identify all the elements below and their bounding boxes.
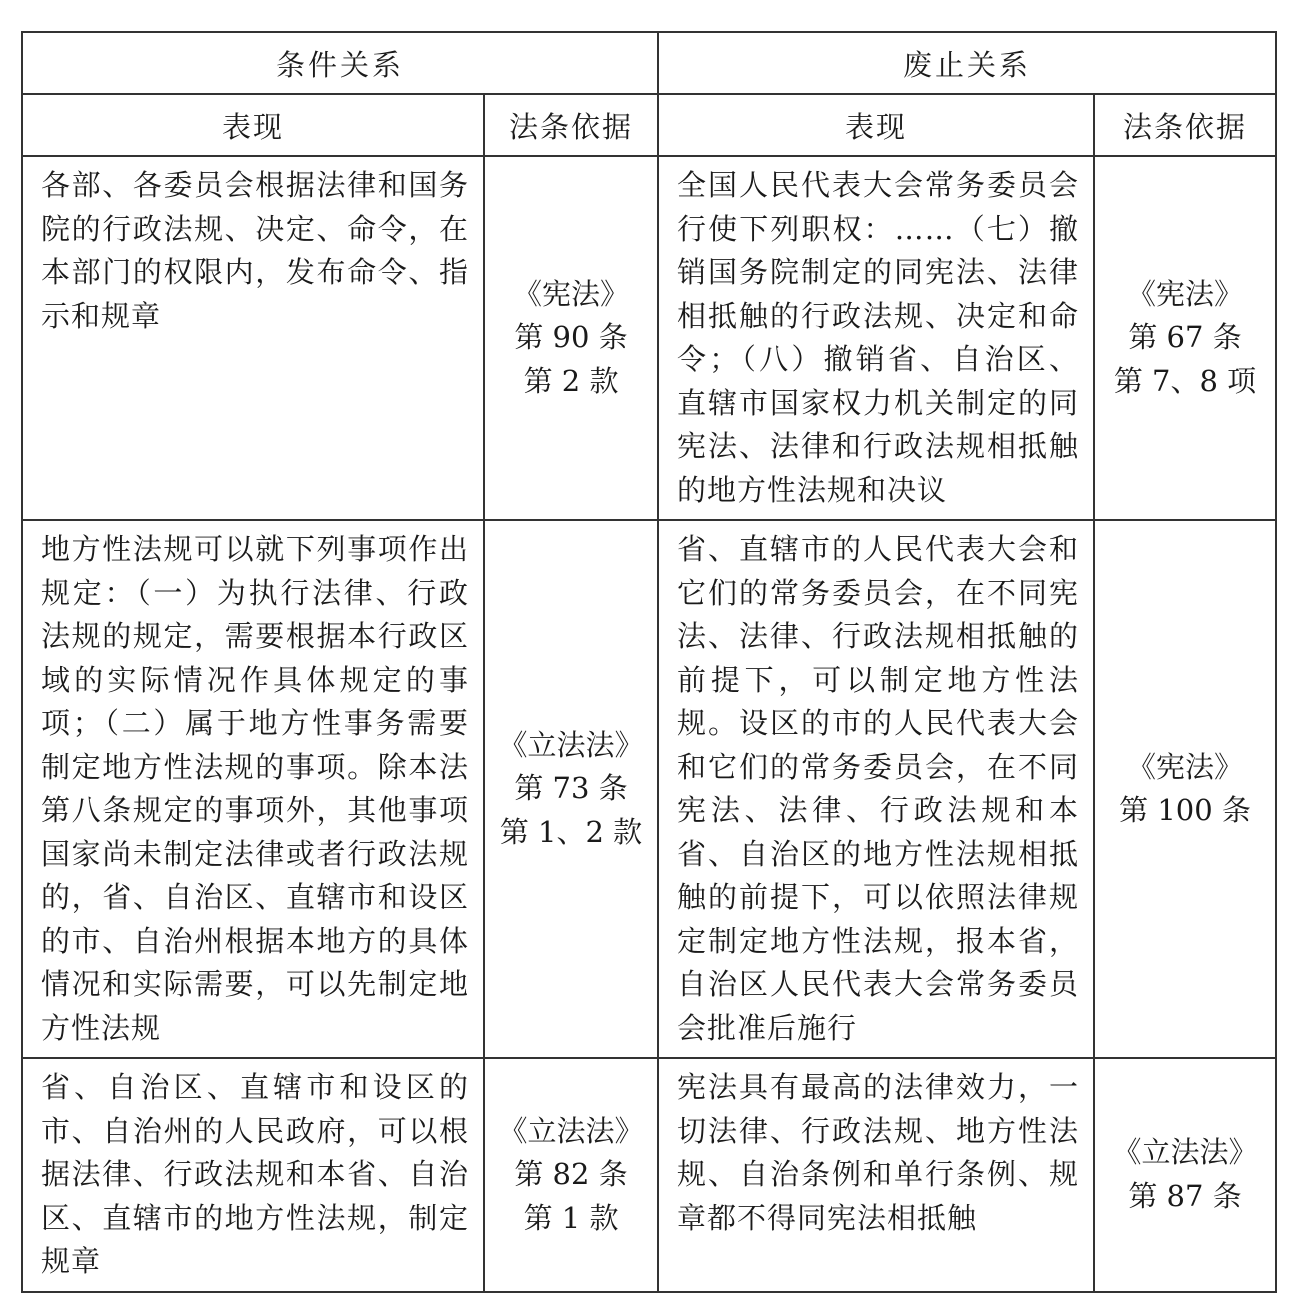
citation-article: 第 87 条 [1128, 1178, 1242, 1213]
citation-law: 《宪法》 [1127, 276, 1244, 311]
abolition-basis-cell [1094, 520, 1276, 1058]
abolition-basis-cell [1094, 1058, 1276, 1292]
table-row [22, 1058, 1276, 1292]
citation-article: 第 67 条 [1128, 320, 1242, 355]
abolition-expression-cell: 全国人民代表大会常务委员会行使下列职权：……（七）撤销国务院制定的同宪法、法律相抵触的行政法规、决定和命令；（八）撤销省、自治区、直辖市国家权力机关制定的同宪法、法律和行政法规相抵触的地方性法规和决议 [658, 156, 1094, 520]
citation-clause: 第 7、8 项 [1113, 363, 1257, 398]
citation-clause: 第 1 款 [523, 1200, 619, 1235]
abolition-basis-header: 法条依据 [1094, 94, 1276, 156]
abolition-expression-cell: 省、直辖市的人民代表大会和它们的常务委员会，在不同宪法、法律、行政法规相抵触的前提下，可以制定地方性法规。设区的市的人民代表大会和它们的常务委员会，在不同宪法、法律、行政法规和本省、自治区的地方性法规相抵触的前提下，可以依照法律规定制定地方性法规，报本省，自治区人民代表大会常务委员会批准后施行 [658, 520, 1094, 1058]
citation-law: 《宪法》 [513, 276, 630, 311]
condition-group-header: 条件关系 [22, 32, 658, 94]
abolition-group-header: 废止关系 [658, 32, 1276, 94]
citation-clause: 第 1、2 款 [499, 814, 643, 849]
column-header-row [22, 94, 1276, 156]
condition-basis-header: 法条依据 [484, 94, 658, 156]
abolition-basis-cell [1094, 156, 1276, 520]
citation-clause: 第 2 款 [523, 363, 619, 398]
law-relations-table [21, 31, 1277, 1293]
abolition-expression-header: 表现 [658, 94, 1094, 156]
condition-expression-cell: 地方性法规可以就下列事项作出规定：（一）为执行法律、行政法规的规定，需要根据本行政区域的实际情况作具体规定的事项；（二）属于地方性事务需要制定地方性法规的事项。除本法第八条规定的事项外，其他事项国家尚未制定法律或者行政法规的，省、自治区、直辖市和设区的市、自治州根据本地方的具体情况和实际需要，可以先制定地方性法规 [22, 520, 484, 1058]
citation-law: 《立法法》 [498, 727, 644, 762]
table-row [22, 156, 1276, 520]
abolition-expression-cell: 宪法具有最高的法律效力，一切法律、行政法规、地方性法规、自治条例和单行条例、规章都不得同宪法相抵触 [658, 1058, 1094, 1292]
condition-expression-cell: 各部、各委员会根据法律和国务院的行政法规、决定、命令，在本部门的权限内，发布命令、指示和规章 [22, 156, 484, 520]
citation-article: 第 90 条 [514, 320, 628, 355]
citation-law: 《立法法》 [1112, 1135, 1258, 1170]
citation-article: 第 73 条 [514, 771, 628, 806]
condition-expression-cell: 省、自治区、直辖市和设区的市、自治州的人民政府，可以根据法律、行政法规和本省、自治区、直辖市的地方性法规，制定规章 [22, 1058, 484, 1292]
condition-basis-cell [484, 1058, 658, 1292]
condition-expression-header: 表现 [22, 94, 484, 156]
condition-basis-cell [484, 520, 658, 1058]
group-header-row [22, 32, 1276, 94]
condition-basis-cell [484, 156, 658, 520]
table-row [22, 520, 1276, 1058]
citation-article: 第 100 条 [1119, 793, 1251, 827]
citation-law: 《宪法》 [1127, 749, 1244, 784]
citation-article: 第 82 条 [514, 1157, 628, 1191]
citation-law: 《立法法》 [498, 1113, 644, 1148]
